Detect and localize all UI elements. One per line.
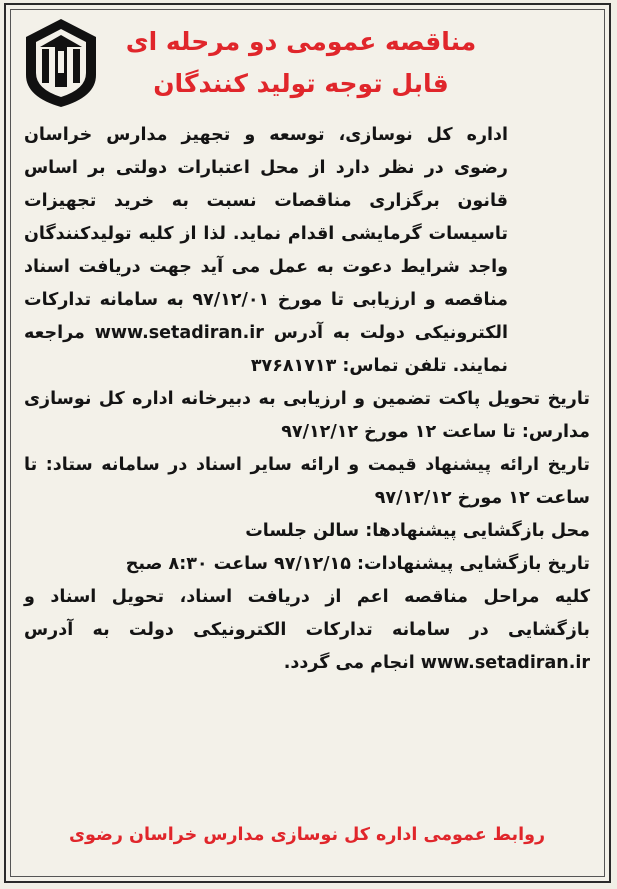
public-relations-signature: روابط عمومی اداره کل نوسازی مدارس خراسان رضوی [68, 825, 546, 845]
intro-text: اداره کل نوسازی، توسعه و تجهیز مدارس خراسان رضوی در نظر دارد از محل اعتبارات دولتی بر اساس قانون برگزاری مناقصات نسبت به خرید تجهیزات تاسیسات گرمایشی اقدام نماید. لذا از کلیه تولیدکنندگان واجد شرایط دعوت به عمل می آید جهت دریافت اسناد مناقصه و ارزیابی تا مورخ ۹۷/۱۲/۰۱ به سامانه تدارکات الکترونیکی دولت به آدرس [24, 125, 508, 343]
notice-subtitle: قابل توجه تولید کنندگان [153, 69, 449, 98]
closing-url-link[interactable]: www.setadiran.ir [420, 653, 590, 673]
closing-paragraph [24, 581, 590, 680]
intro-url-link[interactable]: www.setadiran.ir [94, 323, 264, 343]
intro-tail-text: مراجعه نمایند. [24, 323, 508, 376]
delivery-paragraph: تاریخ تحویل پاکت تضمین و ارزیابی به دبیرخانه اداره کل نوسازی مدارس: تا ساعت ۱۲ مورخ ۹۷/۱۲/۱۲ [24, 389, 590, 442]
notice-title: مناقصه عمومی دو مرحله ای [125, 27, 477, 56]
intro-paragraph [24, 119, 590, 383]
phone-text: تلفن تماس: ۳۷۶۸۱۷۱۳ [250, 356, 447, 376]
closing-tail-text: انجام می گردد. [283, 653, 415, 673]
advertisement-frame [4, 3, 611, 883]
opening-date-paragraph: تاریخ بازگشایی پیشنهادات: ۹۷/۱۲/۱۵ ساعت ۸:۳۰ صبح [125, 554, 590, 574]
notice-body [24, 119, 590, 680]
price-offer-paragraph: تاریخ ارائه پیشنهاد قیمت و ارائه سایر اسناد در سامانه ستاد: تا ساعت ۱۲ مورخ ۹۷/۱۲/۱۲ [24, 455, 590, 508]
organization-emblem-icon [20, 15, 102, 111]
opening-place-paragraph: محل بازگشایی پیشنهادها: سالن جلسات [245, 521, 590, 541]
closing-text: کلیه مراحل مناقصه اعم از دریافت اسناد، تحویل اسناد و بازگشایی در سامانه تدارکات الکترونیکی دولت به آدرس [24, 587, 590, 640]
